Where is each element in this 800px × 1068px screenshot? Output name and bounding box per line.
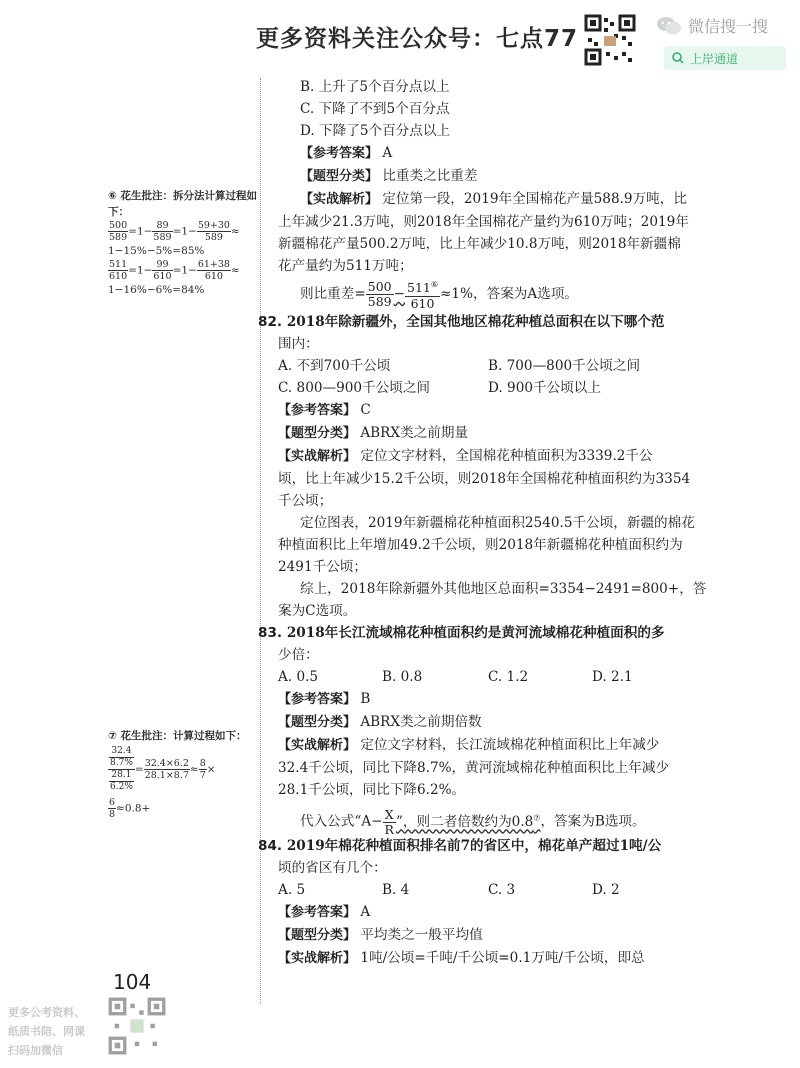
q84-type: 平均类之一般平均值 bbox=[360, 927, 483, 943]
q82-type: ABRX类之前期量 bbox=[360, 425, 469, 441]
shangan-button[interactable] bbox=[664, 46, 786, 70]
q81-analysis-4: 花产量约为511万吨； bbox=[278, 258, 413, 274]
q83-options bbox=[278, 666, 718, 688]
q82-analysis-3: 千公顷； bbox=[278, 493, 333, 509]
page-number: 104 bbox=[113, 970, 152, 994]
q84-analysis-1: 1吨/公顷=千吨/千公顷=0.1万吨/千公顷，即总 bbox=[360, 950, 645, 966]
qr-code-bottom-icon bbox=[108, 996, 166, 1056]
q82-option-a: A. 不到700千公顷 bbox=[278, 358, 391, 374]
q82-option-b: B. 700—800千公顷之间 bbox=[488, 358, 641, 374]
q82-analysis-4: 定位图表，2019年新疆棉花种植面积2540.5千公顷，新疆的棉花 bbox=[300, 515, 695, 531]
q83-option-d: D. 2.1 bbox=[592, 669, 633, 685]
q81-analysis-3: 新疆棉花产量500.2万吨，比上年减少10.8万吨，则2018年新疆棉 bbox=[278, 236, 681, 252]
wechat-search[interactable] bbox=[656, 14, 768, 37]
shangan-button-label: 上岸通道 bbox=[690, 51, 739, 66]
q83-stem-1: 83. 2018年长江流域棉花种植面积约是黄河流域棉花种植面积的多 bbox=[258, 625, 665, 641]
q84-option-c: C. 3 bbox=[488, 882, 516, 898]
q83-analysis-2: 32.4千公顷，同比下降8.7%，黄河流域棉花种植面积比上年减少 bbox=[278, 760, 670, 776]
q83-option-c: C. 1.2 bbox=[488, 669, 529, 685]
q84-stem-2: 顷的省区有几个： bbox=[278, 860, 387, 876]
sidenote-1-line4: 1−16%−6%=84% bbox=[108, 284, 205, 296]
analysis-tag: 【实战解析】 bbox=[300, 192, 379, 207]
q83-answer: B bbox=[360, 691, 371, 707]
sidenote-1: ⑥ 花生批注：拆分法计算过程如下： $\frac{500}{589}$ =1− $\frac{89}{589}$ =1− $\frac{59+30}{589}$ ≈ 1−15%−5%=85% $\frac{511}{610}$ =1− $\frac{99}{610}$ =1− $\frac{61+38}{610}$ ≈ 1−16%−6%=84% bbox=[108, 190, 258, 296]
main-content: B. 上升了5个百分点以上 C. 下降了不到5个百分点 D. 下降了5个百分点以上 【参考答案】 A 【题型分类】 比重类之比重差 【实战解析】 定位第一段，2019年全国棉花产量588.9万吨，比 上年减少21.3万吨，则2018年全国棉花产量约为610万吨；2019年 新疆棉花产量500.2万吨，比上年减少10.8万吨，则2018年新疆棉 花产量约为511万吨； 则比重差= $\frac{500}{589}$ − $\frac{511^⑥}{610}$ ≈1%，答案为A选项。 82. 2018年除新疆外，全国其他地区棉花种植总面积在以下哪个范 围内： A. 不到700千公顷 B. 700—800千公顷之间 C. 800—900千公顷之间 D. 900千公顷以上 【参考答案】 C 【题型分类】 ABRX类之前期量 【实战解析】 定位文字材料，全国棉花种植面积为3339.2千公 顷，比上年减少15.2千公顷，则2018年全国棉花种植面积约为3354 千公顷； 定位图表，2019年新疆棉花种植面积2540.5千公顷，新疆的棉花 种植面积比上年增加49.2千公顷，则2018年新疆棉花种植面积约为 2491千公顷； 综上，2018年除新疆外其他地区总面积=3354−2491=800+，答 案为C选项。 83. 2018年长江流域棉花种植面积约是黄河流域棉花种植面积的多 少倍： A. 0.5 B. 0.8 C. 1.2 D. 2.1 【参考答案】 B 【题型分类】 ABRX类之前期倍数 【实战解析】 定位文字材料，长江流域棉花种植面积比上年减少 32.4千公顷，同比下降8.7%，黄河流域棉花种植面积比上年减少 28.1千公顷，同比下降6.2%。 代入公式“A− $\frac{X}{R}$ ”，则二者倍数约为0.8⑦，答案为B选项。 84. 2019年棉花种植面积排名前7的省区中，棉花单产超过1吨/公 顷的省区有几个： A. 5 B. 4 C. 3 D. 2 【参考答案】 A 【题型分类】 平均类之一般平均值 【实战解析】 1吨/公顷=千吨/千公顷=0.1万吨/千公顷，即总 bbox=[278, 76, 718, 970]
promo-text: 更多公考资料、 纸质书陪、网课 扫码加微信 bbox=[8, 1006, 85, 1057]
q84-options bbox=[278, 879, 718, 901]
header-title: 更多资料关注公众号：七点77 bbox=[256, 26, 579, 52]
wechat-icon bbox=[656, 16, 682, 36]
q82-analysis-1: 定位文字材料，全国棉花种植面积为3339.2千公 bbox=[360, 448, 653, 464]
margin-divider bbox=[260, 78, 261, 1004]
q84-answer: A bbox=[360, 904, 371, 920]
q82-analysis-2: 顷，比上年减少15.2千公顷，则2018年全国棉花种植面积约为3354 bbox=[278, 471, 691, 487]
type-tag: 【题型分类】 bbox=[300, 169, 379, 184]
q83-analysis-1: 定位文字材料，长江流域棉花种植面积比上年减少 bbox=[360, 737, 660, 753]
q83-analysis-3: 28.1千公顷，同比下降6.2%。 bbox=[278, 782, 466, 798]
sidenote-1-line2: 1−15%−5%=85% bbox=[108, 245, 205, 257]
q82-stem-1: 82. 2018年除新疆外，全国其他地区棉花种植总面积在以下哪个范 bbox=[258, 314, 665, 330]
qr-code-icon bbox=[584, 14, 636, 66]
q81-analysis-1: 定位第一段，2019年全国棉花产量588.9万吨，比 bbox=[382, 191, 687, 207]
q82-answer: C bbox=[360, 402, 371, 418]
q82-option-c: C. 800—900千公顷之间 bbox=[278, 380, 431, 396]
q82-analysis-6: 2491千公顷； bbox=[278, 559, 367, 575]
q84-option-b: B. 4 bbox=[382, 882, 410, 898]
q82-analysis-7: 综上，2018年除新疆外其他地区总面积=3354−2491=800+，答 bbox=[300, 581, 707, 597]
search-icon bbox=[672, 52, 684, 64]
q81-calculation: 则比重差= $\frac{500}{589}$ − $\frac{511^⑥}{610}$ ≈1%，答案为A选项。 bbox=[300, 279, 578, 311]
q82-options-row2 bbox=[278, 377, 718, 399]
q81-answer: A bbox=[382, 145, 393, 161]
q83-calculation: 代入公式“A− $\frac{X}{R}$ ”，则二者倍数约为0.8⑦，答案为B选项。 bbox=[300, 806, 646, 837]
q81-analysis-2: 上年减少21.3万吨，则2018年全国棉花产量约为610万吨；2019年 bbox=[278, 214, 689, 230]
q84-option-a: A. 5 bbox=[278, 882, 306, 898]
prev-option-d: D. 下降了5个百分点以上 bbox=[300, 123, 451, 139]
sidenote-2-head: ⑦ 花生批注：计算过程如下： bbox=[108, 730, 247, 742]
q82-analysis-5: 种植面积比上年增加49.2千公顷，则2018年新疆棉花种植面积约为 bbox=[278, 537, 683, 553]
q82-options-row1 bbox=[278, 355, 718, 377]
q82-stem-2: 围内： bbox=[278, 336, 319, 352]
q81-type: 比重类之比重差 bbox=[382, 168, 478, 184]
answer-tag: 【参考答案】 bbox=[300, 146, 379, 161]
q83-type: ABRX类之前期倍数 bbox=[360, 714, 482, 730]
q83-stem-2: 少倍： bbox=[278, 647, 319, 663]
wechat-search-label: 微信搜一搜 bbox=[688, 17, 769, 36]
q83-option-a: A. 0.5 bbox=[278, 669, 319, 685]
prev-option-c: C. 下降了不到5个百分点 bbox=[300, 101, 450, 117]
q82-option-d: D. 900千公顷以上 bbox=[488, 380, 601, 396]
prev-option-b: B. 上升了5个百分点以上 bbox=[300, 79, 450, 95]
q83-option-b: B. 0.8 bbox=[382, 669, 423, 685]
sidenote-1-head: ⑥ 花生批注：拆分法计算过程如下： bbox=[108, 190, 258, 218]
sidenote-2: ⑦ 花生批注：计算过程如下： $\frac{\frac{32.4}{8.7\%}}{\frac{28.1}{6.2\%}}$ = $\frac{32.4\times 6.2}{28.1\times 8.7}$ ≈ $\frac{8}{7}$ × $\frac{6}{8}$ ≈0.8+ bbox=[108, 728, 258, 820]
q84-stem-1: 84. 2019年棉花种植面积排名前7的省区中，棉花单产超过1吨/公 bbox=[258, 838, 662, 854]
q84-option-d: D. 2 bbox=[592, 882, 620, 898]
q82-analysis-8: 案为C选项。 bbox=[278, 603, 357, 619]
